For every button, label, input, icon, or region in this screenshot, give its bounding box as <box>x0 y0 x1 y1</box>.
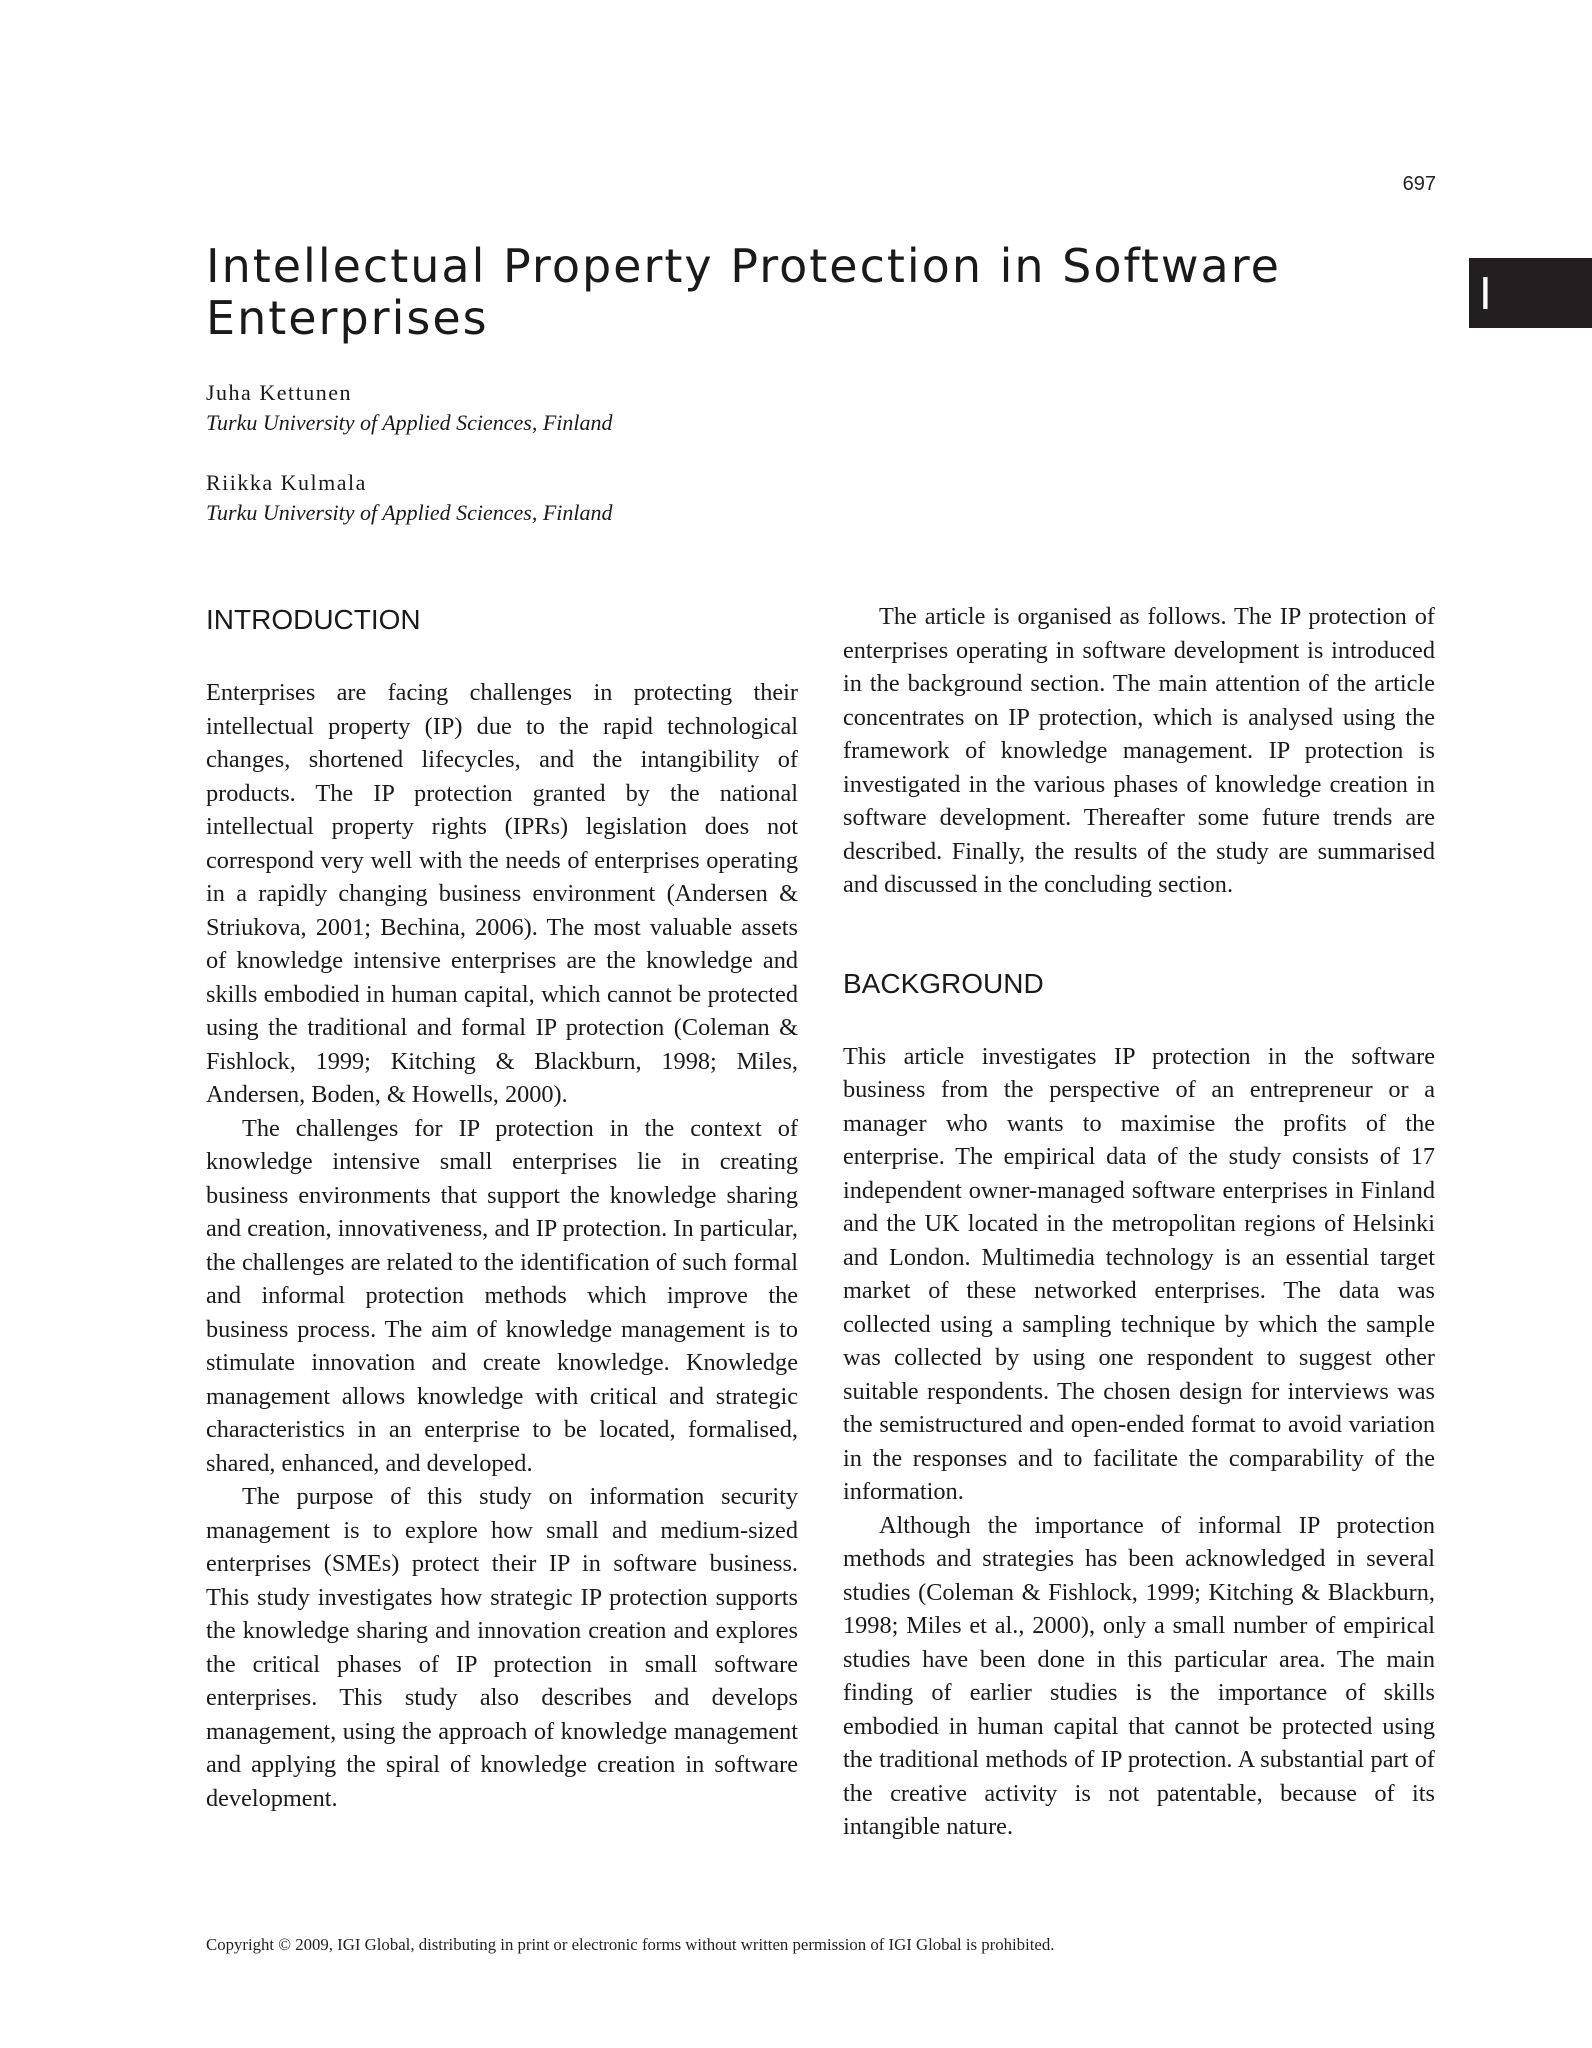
introduction-paragraph: The purpose of this study on information security management is to explore how small and medium-sized enterprises (SMEs) protect their IP in software business. This study investigates how strategic IP protection supports the knowledge sharing and innovation creation and explores the critical phases of IP protection in small software enterprises. This study also describes and develops management, using the approach of knowledge management and applying the spiral of knowledge creation in software development. <box>206 1483 798 1812</box>
section-tab: I <box>1469 258 1592 328</box>
introduction-paragraph: Enterprises are facing challenges in protecting their intellectual property (IP) due to the rapid technological changes, shortened lifecycles, and the intangibility of products. The IP protection granted by the national intellectual property rights (IPRs) legislation does not correspond very well with the needs of enterprises operating in a rapidly changing business environment (Andersen & Striukova, 2001; Bechina, 2006). The most valuable assets of knowledge intensive enterprises are the knowledge and skills embodied in human capital, which cannot be protected using the traditional and formal IP protection (Coleman & Fishlock, 1999; Kitching & Blackburn, 1998; Miles, Andersen, Boden, & Howells, 2000). <box>206 679 798 1108</box>
background-paragraph: Although the importance of informal IP protection methods and strategies has been acknowledged in several studies (Coleman & Fishlock, 1999; Kitching & Blackburn, 1998; Miles et al., 2000), only a small number of empirical studies have been done in this particular area. The main finding of earlier studies is the importance of skills embodied in human capital that cannot be protected using the traditional methods of IP protection. A substantial part of the creative activity is not patentable, because of its intangible nature. <box>843 1511 1435 1840</box>
author-affiliation: Turku University of Applied Sciences, Finland <box>206 410 613 435</box>
author-affiliation: Turku University of Applied Sciences, Finland <box>206 500 613 525</box>
introduction-heading: INTRODUCTION <box>206 604 421 635</box>
background-paragraph: This article investigates IP protection in the software business from the perspective of an entrepreneur or a manager who wants to maximise the profits of the enterprise. The empirical data of the study consists of 17 independent owner-managed software enterprises in Finland and the UK located in the metropolitan regions of Helsinki and London. Multimedia technology is an essential target market of these networked enterprises. The data was collected using a sampling technique by which the sample was collected by using one respondent to suggest other suitable respondents. The chosen design for interviews was the semistructured and open-ended format to avoid variation in the responses and to facilitate the comparability of the information. <box>843 1042 1435 1505</box>
introduction-paragraph: The challenges for IP protection in the context of knowledge intensive small enterprises lie in creating business environments that support the knowledge sharing and creation, innovativeness, and IP protection. In particular, the challenges are related to the identification of such formal and informal protection methods which improve the business process. The aim of knowledge management is to stimulate innovation and create knowledge. Knowledge management allows knowledge with critical and strategic characteristics in an enterprise to be located, formalised, shared, enhanced, and developed. <box>206 1114 798 1477</box>
left-column <box>206 600 798 1815</box>
author-block <box>206 468 1006 528</box>
author-name: Juha Kettunen <box>206 380 352 405</box>
author-name: Riikka Kulmala <box>206 470 367 495</box>
copyright-notice: Copyright © 2009, IGI Global, distributing in print or electronic forms without written permission of IGI Global is prohibited. <box>206 1935 1055 1954</box>
author-block <box>206 378 1006 438</box>
author-list <box>206 378 1006 558</box>
article-title: Intellectual Property Protection in Software Enterprises <box>206 239 1281 345</box>
page-number: 697 <box>1402 173 1436 195</box>
right-column <box>843 600 1435 1844</box>
background-heading: BACKGROUND <box>843 967 1044 999</box>
introduction-continuation: The article is organised as follows. The IP protection of enterprises operating in software development is introduced in the background section. The main attention of the article concentrates on IP protection, which is analysed using the framework of knowledge management. IP protection is investigated in the various phases of knowledge creation in software development. Thereafter some future trends are described. Finally, the results of the study are summarised and discussed in the concluding section. <box>843 603 1435 898</box>
